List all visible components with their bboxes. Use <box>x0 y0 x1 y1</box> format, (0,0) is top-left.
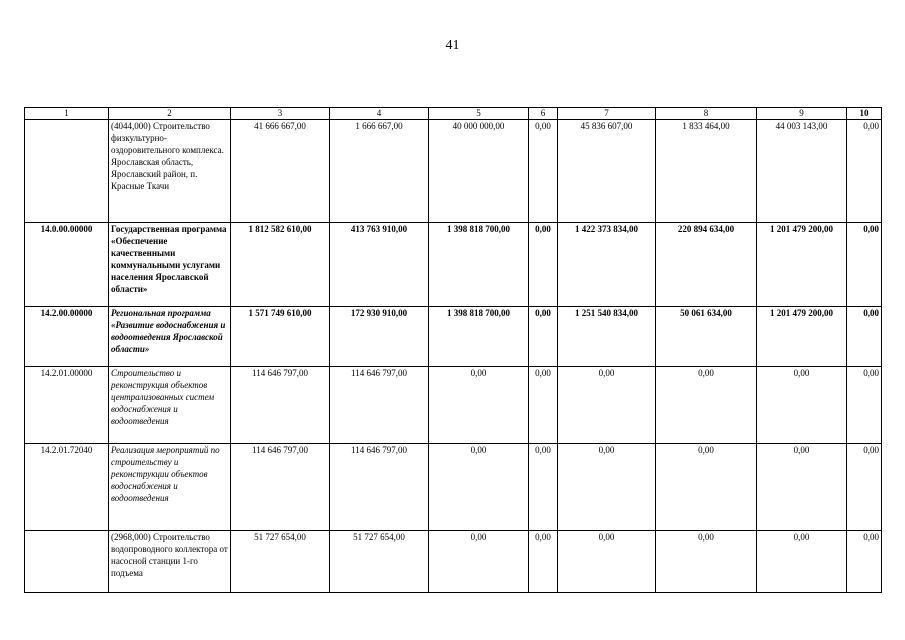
row-value: 0,00 <box>757 531 847 593</box>
row-value: 0,00 <box>656 531 757 593</box>
column-header: 4 <box>330 108 429 120</box>
column-header: 2 <box>109 108 231 120</box>
table-header-row <box>25 108 882 120</box>
table-row <box>25 367 882 444</box>
row-value: 0,00 <box>558 531 656 593</box>
column-header: 9 <box>757 108 847 120</box>
row-value: 41 666 667,00 <box>231 120 330 223</box>
column-header: 5 <box>429 108 529 120</box>
row-value: 0,00 <box>757 367 847 444</box>
row-value: 0,00 <box>529 307 558 367</box>
row-code <box>25 531 109 593</box>
row-value: 0,00 <box>429 444 529 531</box>
table-row <box>25 444 882 531</box>
row-value: 172 930 910,00 <box>330 307 429 367</box>
row-value: 114 646 797,00 <box>330 444 429 531</box>
table-row <box>25 223 882 307</box>
row-code: 14.0.00.00000 <box>25 223 109 307</box>
row-value: 50 061 634,00 <box>656 307 757 367</box>
column-header: 8 <box>656 108 757 120</box>
row-value: 0,00 <box>529 223 558 307</box>
row-value: 0,00 <box>429 531 529 593</box>
row-value: 220 894 634,00 <box>656 223 757 307</box>
table-row <box>25 307 882 367</box>
column-header: 6 <box>529 108 558 120</box>
row-name: Региональная программа «Развитие водоснабжения и водоотведения Ярославской области» <box>109 307 231 367</box>
column-header: 1 <box>25 108 109 120</box>
row-value: 1 201 479 200,00 <box>757 223 847 307</box>
row-name: Реализация мероприятий по строительству и реконструкции объектов водоснабжения и водоотведения <box>109 444 231 531</box>
row-value: 44 003 143,00 <box>757 120 847 223</box>
row-code: 14.2.01.00000 <box>25 367 109 444</box>
row-value: 1 571 749 610,00 <box>231 307 330 367</box>
row-value: 1 666 667,00 <box>330 120 429 223</box>
row-value: 1 422 373 834,00 <box>558 223 656 307</box>
table-row <box>25 531 882 593</box>
table-body <box>25 108 882 593</box>
row-value: 114 646 797,00 <box>231 444 330 531</box>
budget-table <box>24 107 882 593</box>
table-row <box>25 120 882 223</box>
row-value: 51 727 654,00 <box>330 531 429 593</box>
row-name: Строительство и реконструкция объектов централизованных систем водоснабжения и водоотведения <box>109 367 231 444</box>
page-number: 41 <box>445 38 460 53</box>
row-value: 40 000 000,00 <box>429 120 529 223</box>
row-value: 0,00 <box>847 120 882 223</box>
row-value: 0,00 <box>757 444 847 531</box>
row-value: 0,00 <box>656 367 757 444</box>
row-value: 1 398 818 700,00 <box>429 307 529 367</box>
row-value: 0,00 <box>847 367 882 444</box>
column-header: 7 <box>558 108 656 120</box>
row-value: 0,00 <box>529 120 558 223</box>
row-value: 0,00 <box>847 307 882 367</box>
row-name: (2968,000) Строительство водопроводного коллектора от насосной станции 1-го подъема <box>109 531 231 593</box>
row-value: 1 201 479 200,00 <box>757 307 847 367</box>
column-header: 10 <box>847 108 882 120</box>
row-code: 14.2.01.72040 <box>25 444 109 531</box>
row-value: 114 646 797,00 <box>231 367 330 444</box>
row-code <box>25 120 109 223</box>
row-name: (4044,000) Строительство физкультурно-оздоровительного комплекса. Ярославская область, Ярославский район, п. Красные Ткачи <box>109 120 231 223</box>
row-value: 0,00 <box>847 531 882 593</box>
row-value: 0,00 <box>847 444 882 531</box>
row-value: 1 398 818 700,00 <box>429 223 529 307</box>
row-value: 1 833 464,00 <box>656 120 757 223</box>
row-value: 0,00 <box>558 367 656 444</box>
row-value: 0,00 <box>558 444 656 531</box>
row-value: 0,00 <box>656 444 757 531</box>
column-header: 3 <box>231 108 330 120</box>
row-value: 1 812 582 610,00 <box>231 223 330 307</box>
row-value: 51 727 654,00 <box>231 531 330 593</box>
row-value: 0,00 <box>847 223 882 307</box>
row-value: 0,00 <box>529 367 558 444</box>
row-value: 0,00 <box>529 444 558 531</box>
row-name: Государственная программа «Обеспечение качественными коммунальными услугами населения Ярославской области» <box>109 223 231 307</box>
row-value: 1 251 540 834,00 <box>558 307 656 367</box>
row-value: 45 836 607,00 <box>558 120 656 223</box>
row-value: 0,00 <box>429 367 529 444</box>
row-value: 114 646 797,00 <box>330 367 429 444</box>
row-value: 413 763 910,00 <box>330 223 429 307</box>
row-code: 14.2.00.00000 <box>25 307 109 367</box>
row-value: 0,00 <box>529 531 558 593</box>
